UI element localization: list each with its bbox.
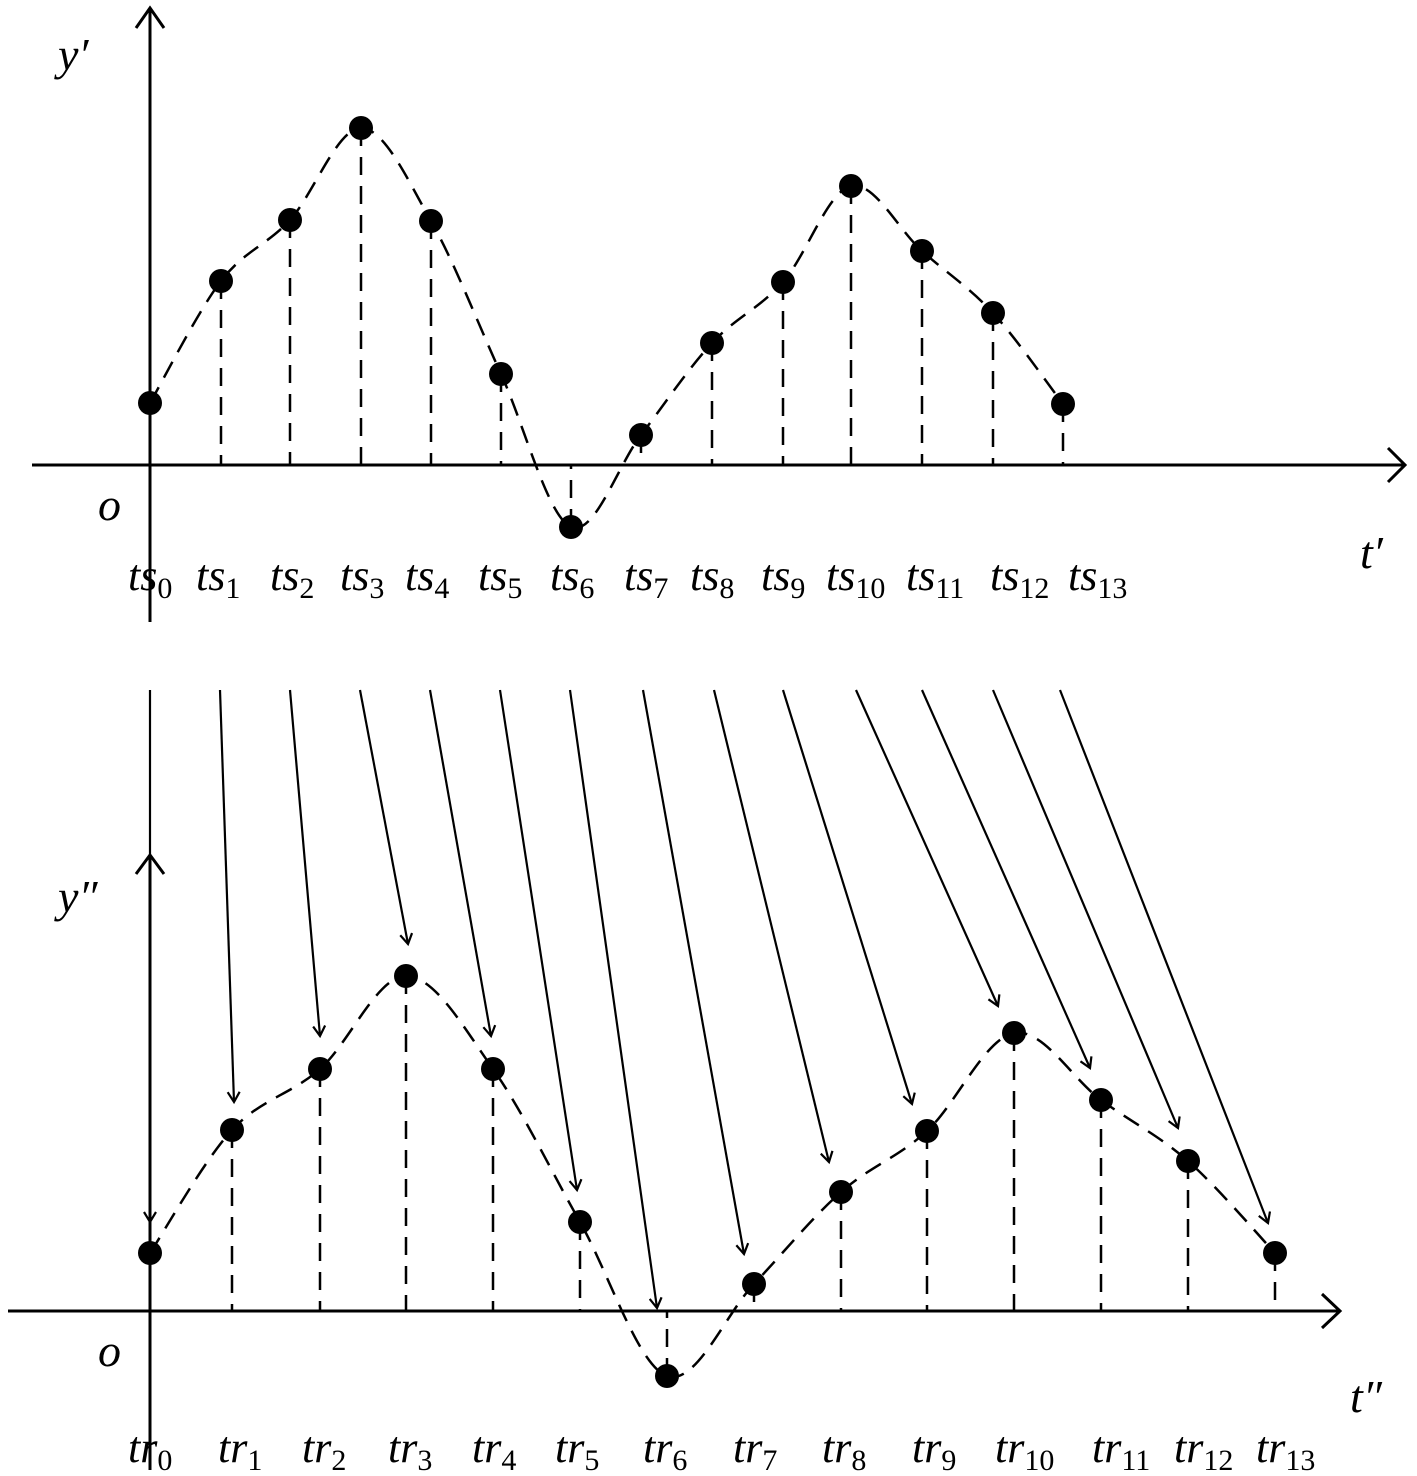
mapping-arrow-3 <box>360 690 408 944</box>
mapping-arrow-7 <box>643 690 744 1254</box>
top-sample-point-11 <box>910 239 934 263</box>
top-tick-label-10: ts10 <box>826 551 886 605</box>
top-origin-label: o <box>98 479 121 530</box>
bottom-sample-point-4 <box>481 1057 505 1081</box>
bottom-tick-labels <box>128 1423 1315 1476</box>
mapping-arrow-8 <box>714 690 829 1162</box>
top-tick-label-6: ts6 <box>550 551 595 605</box>
top-sample-point-7 <box>629 423 653 447</box>
mapping-arrow-2 <box>290 690 320 1036</box>
top-sample-point-9 <box>771 270 795 294</box>
top-sample-point-5 <box>489 362 513 386</box>
top-tick-label-13: ts13 <box>1068 551 1128 605</box>
top-x-axis-label: t′ <box>1360 527 1383 578</box>
bottom-origin-label: o <box>98 1325 121 1376</box>
bottom-tick-label-4: tr4 <box>472 1423 517 1476</box>
bottom-tick-label-10: tr10 <box>995 1423 1055 1476</box>
top-sample-point-6 <box>559 515 583 539</box>
bottom-tick-label-13: tr13 <box>1256 1423 1316 1476</box>
top-drop-lines <box>221 128 1063 527</box>
top-sample-point-12 <box>981 301 1005 325</box>
bottom-sample-point-3 <box>394 964 418 988</box>
top-tick-label-11: ts11 <box>906 551 965 605</box>
top-tick-label-8: ts8 <box>690 551 735 605</box>
bottom-sample-point-11 <box>1089 1088 1113 1112</box>
bottom-tick-label-5: tr5 <box>555 1423 600 1476</box>
bottom-sample-points <box>138 964 1287 1388</box>
bottom-tick-label-7: tr7 <box>733 1423 778 1476</box>
bottom-sample-point-7 <box>742 1272 766 1296</box>
bottom-dashed-curve <box>150 976 1275 1377</box>
bottom-drop-lines <box>232 976 1275 1376</box>
top-tick-labels <box>128 551 1127 605</box>
bottom-sample-point-13 <box>1263 1241 1287 1265</box>
bottom-panel <box>8 855 1383 1476</box>
top-tick-label-9: ts9 <box>761 551 806 605</box>
top-tick-label-0: ts0 <box>128 551 173 605</box>
top-panel <box>32 8 1405 622</box>
top-tick-label-4: ts4 <box>405 551 450 605</box>
top-tick-label-5: ts5 <box>478 551 523 605</box>
bottom-sample-point-5 <box>568 1210 592 1234</box>
bottom-tick-label-11: tr11 <box>1092 1423 1151 1476</box>
bottom-tick-label-9: tr9 <box>912 1423 957 1476</box>
top-sample-point-10 <box>839 174 863 198</box>
top-sample-point-0 <box>138 391 162 415</box>
mapping-arrows <box>150 690 1268 1308</box>
bottom-tick-label-1: tr1 <box>218 1423 263 1476</box>
mapping-arrow-10 <box>856 690 998 1006</box>
mapping-arrow-9 <box>783 690 912 1104</box>
top-tick-label-1: ts1 <box>196 551 241 605</box>
bottom-sample-point-2 <box>308 1057 332 1081</box>
top-sample-point-3 <box>349 116 373 140</box>
mapping-arrow-5 <box>500 690 577 1190</box>
bottom-tick-label-6: tr6 <box>643 1423 688 1476</box>
top-tick-label-2: ts2 <box>270 551 315 605</box>
mapping-arrow-1 <box>220 690 234 1102</box>
top-y-axis-label: y′ <box>58 29 89 80</box>
bottom-tick-label-3: tr3 <box>388 1423 433 1476</box>
top-sample-point-1 <box>209 269 233 293</box>
bottom-sample-point-1 <box>220 1118 244 1142</box>
bottom-tick-label-2: tr2 <box>302 1423 347 1476</box>
top-sample-point-2 <box>278 208 302 232</box>
mapping-arrow-11 <box>922 690 1090 1068</box>
top-tick-label-3: ts3 <box>340 551 385 605</box>
bottom-tick-label-0: tr0 <box>128 1423 173 1476</box>
bottom-tick-label-12: tr12 <box>1174 1423 1234 1476</box>
bottom-y-axis-label: y″ <box>58 871 98 922</box>
bottom-sample-point-9 <box>915 1119 939 1143</box>
bottom-sample-point-8 <box>829 1180 853 1204</box>
top-sample-point-8 <box>700 331 724 355</box>
top-tick-label-7: ts7 <box>624 551 669 605</box>
bottom-sample-point-12 <box>1176 1149 1200 1173</box>
bottom-sample-point-6 <box>655 1364 679 1388</box>
top-sample-points <box>138 116 1075 539</box>
top-dashed-curve <box>150 128 1063 528</box>
top-sample-point-13 <box>1051 392 1075 416</box>
bottom-sample-point-0 <box>138 1241 162 1265</box>
mapping-arrow-13 <box>1060 690 1268 1223</box>
bottom-tick-label-8: tr8 <box>822 1423 867 1476</box>
top-sample-point-4 <box>419 209 443 233</box>
top-tick-label-12: ts12 <box>990 551 1050 605</box>
bottom-sample-point-10 <box>1002 1021 1026 1045</box>
mapping-arrow-4 <box>430 690 491 1036</box>
bottom-x-axis-label: t″ <box>1350 1371 1382 1422</box>
